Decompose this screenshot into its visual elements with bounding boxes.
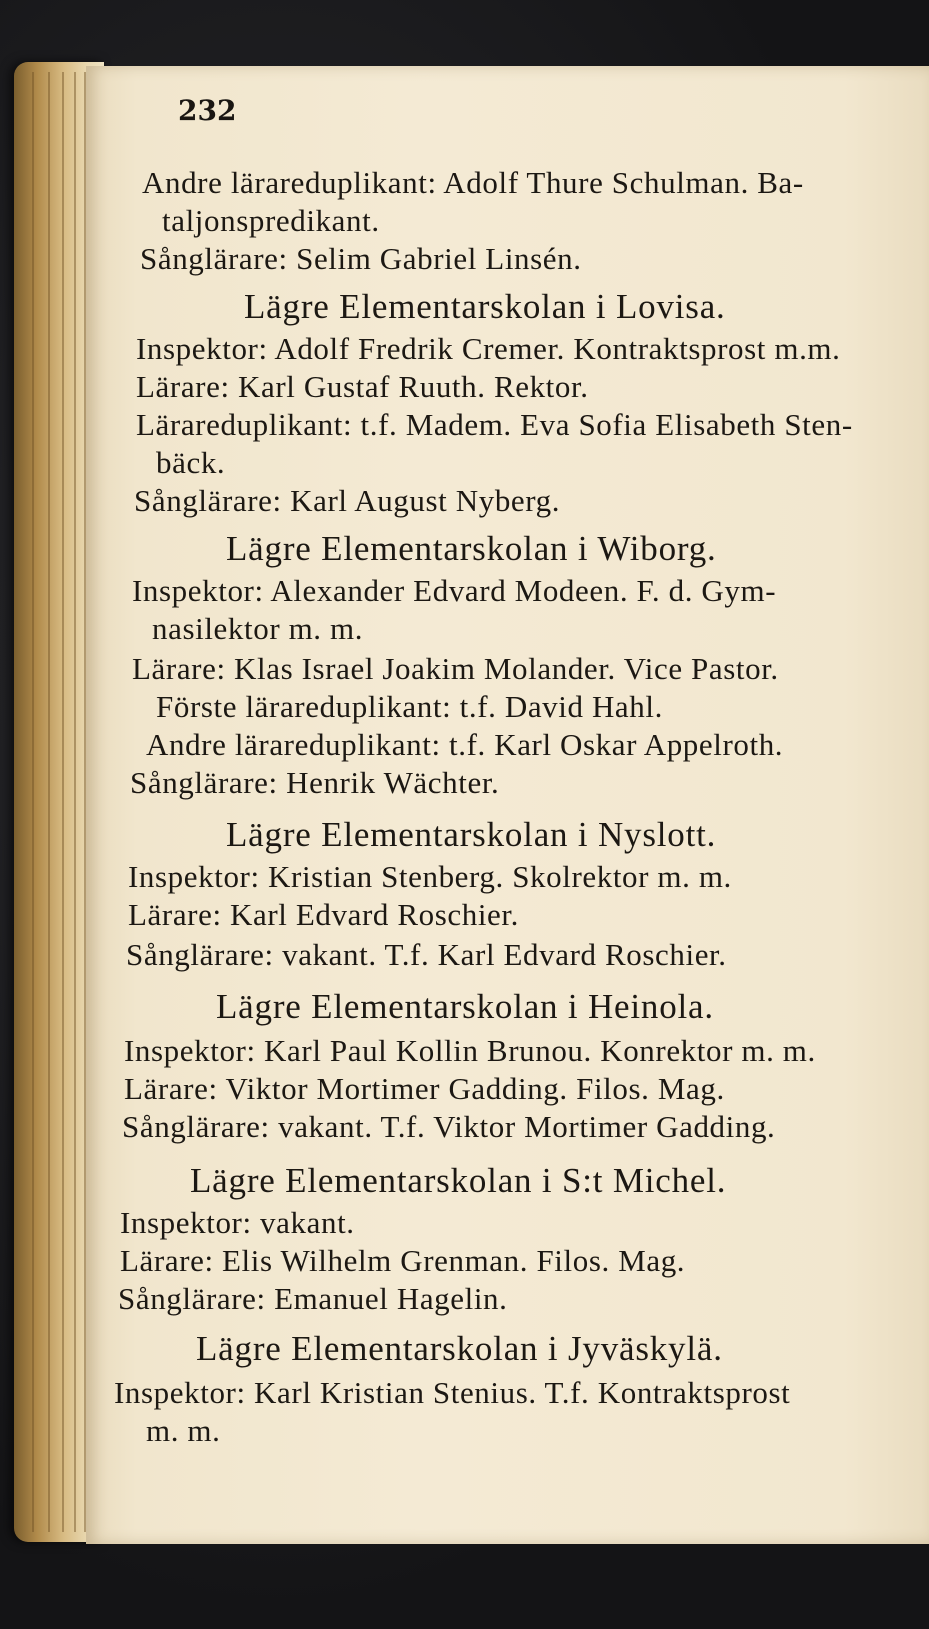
section-heading: Lägre Elementarskolan i Heinola. <box>216 987 714 1026</box>
section-heading: Lägre Elementarskolan i Nyslott. <box>226 815 717 854</box>
page-text <box>86 66 929 1544</box>
text-line: Inspektor: Kristian Stenberg. Skolrektor m. m. <box>128 859 732 894</box>
text-line: Förste lärareduplikant: t.f. David Hahl. <box>156 689 663 724</box>
text-line: Lärare: Viktor Mortimer Gadding. Filos. Mag. <box>124 1071 725 1106</box>
text-line: m. m. <box>146 1413 221 1448</box>
text-line: Andre lärareduplikant: Adolf Thure Schulman. Ba- <box>142 165 804 200</box>
book-page <box>86 66 929 1544</box>
section-heading: Lägre Elementarskolan i Jyväskylä. <box>196 1329 723 1368</box>
text-line: Inspektor: Alexander Edvard Modeen. F. d. Gym- <box>132 573 777 608</box>
text-line: Sånglärare: Henrik Wächter. <box>130 765 500 800</box>
text-line: Andre lärareduplikant: t.f. Karl Oskar Appelroth. <box>146 727 784 762</box>
text-line: Sånglärare: Karl August Nyberg. <box>134 483 561 518</box>
text-line: Inspektor: Karl Paul Kollin Brunou. Konrektor m. m. <box>124 1033 816 1068</box>
text-line: Lärare: Karl Edvard Roschier. <box>128 897 519 932</box>
text-line: Lärare: Karl Gustaf Ruuth. Rektor. <box>136 369 589 404</box>
section-heading: Lägre Elementarskolan i Lovisa. <box>244 287 726 326</box>
text-line: nasilektor m. m. <box>152 611 364 646</box>
text-line: Lärare: Klas Israel Joakim Molander. Vice Pastor. <box>132 651 779 686</box>
text-line: taljonspredikant. <box>162 203 380 238</box>
text-line: Inspektor: vakant. <box>120 1205 355 1240</box>
text-line: Inspektor: Karl Kristian Stenius. T.f. Kontraktsprost <box>114 1375 791 1410</box>
text-line: Inspektor: Adolf Fredrik Cremer. Kontraktsprost m.m. <box>136 331 841 366</box>
text-line: Sånglärare: vakant. T.f. Karl Edvard Roschier. <box>126 937 727 972</box>
text-line: Sånglärare: Selim Gabriel Linsén. <box>140 241 582 276</box>
text-line: Sånglärare: Emanuel Hagelin. <box>118 1281 508 1316</box>
section-heading: Lägre Elementarskolan i S:t Michel. <box>190 1161 727 1200</box>
text-line: Lärareduplikant: t.f. Madem. Eva Sofia Elisabeth Sten- <box>136 407 853 442</box>
text-line: Lärare: Elis Wilhelm Grenman. Filos. Mag. <box>120 1243 686 1278</box>
page-number: 232 <box>178 94 237 127</box>
text-line: bäck. <box>156 445 226 480</box>
section-heading: Lägre Elementarskolan i Wiborg. <box>226 529 717 568</box>
text-line: Sånglärare: vakant. T.f. Viktor Mortimer Gadding. <box>122 1109 776 1144</box>
